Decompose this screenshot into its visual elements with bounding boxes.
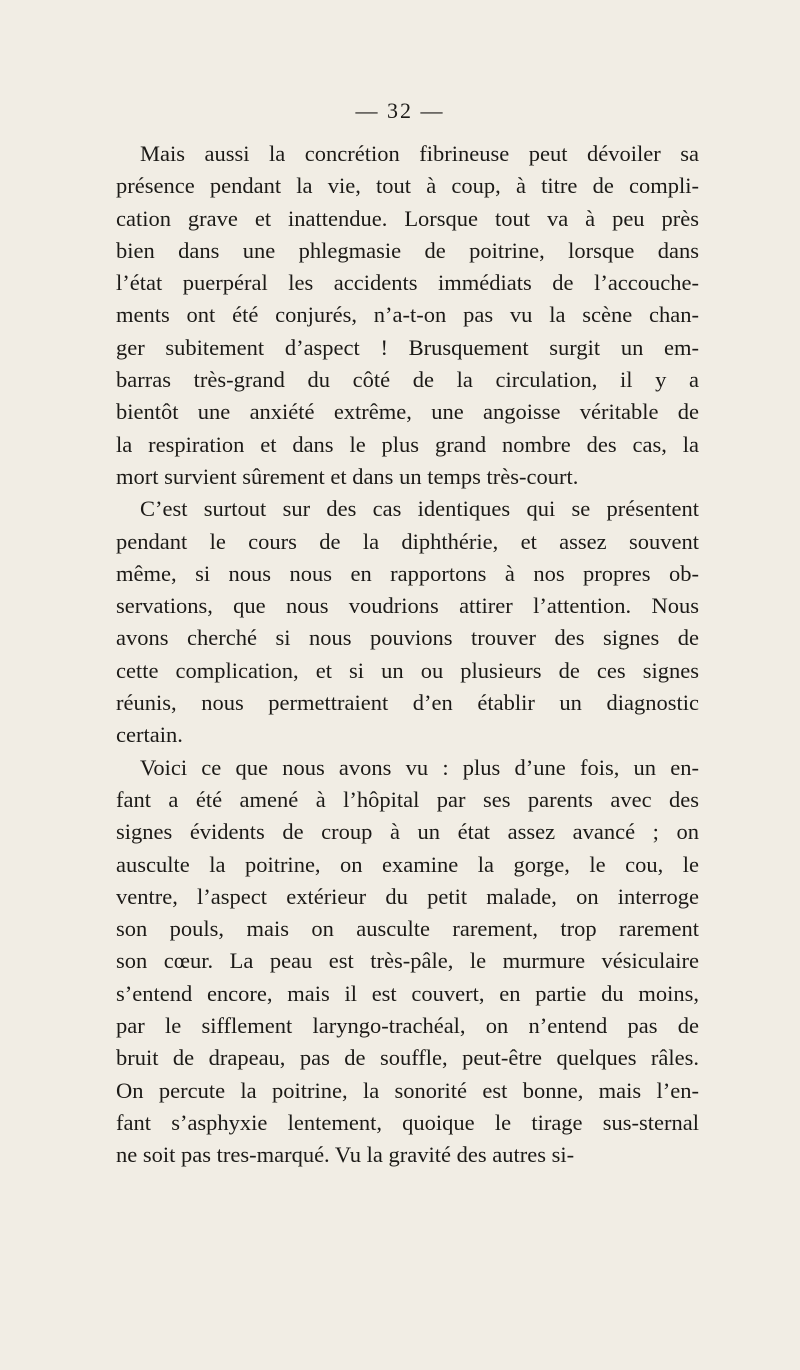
paragraph (116, 493, 699, 751)
text-line: bien dans une phlegmasie de poitrine, lorsque dans (116, 237, 699, 263)
text-line: son pouls, mais on ausculte rarement, trop rarement (116, 916, 699, 942)
text-line: avons cherché si nous pouvions trouver des signes de (116, 625, 699, 651)
text-line: la respiration et dans le plus grand nombre des cas, la (116, 431, 699, 457)
text-line: par le sifflement laryngo-trachéal, on n’entend pas de (116, 1013, 699, 1039)
text-line: signes évidents de croup à un état assez avancé ; on (116, 819, 699, 845)
text-line: bruit de drapeau, pas de souffle, peut-être quelques râles. (116, 1045, 699, 1071)
text-line: pendant le cours de la diphthérie, et assez souvent (116, 528, 699, 554)
text-line: barras très-grand du côté de la circulation, il y a (116, 367, 699, 393)
text-line: servations, que nous voudrions attirer l’attention. Nous (116, 593, 699, 619)
text-line: présence pendant la vie, tout à coup, à titre de compli- (116, 173, 699, 199)
page-number: — 32 — (355, 98, 445, 123)
text-line: Voici ce que nous avons vu : plus d’une fois, un en- (140, 754, 699, 780)
text-line: ne soit pas tres-marqué. Vu la gravité des autres si- (116, 1142, 575, 1168)
text-line: fant a été amené à l’hôpital par ses parents avec des (116, 786, 699, 812)
text-line: même, si nous nous en rapportons à nos propres ob- (116, 560, 699, 586)
text-line: ger subitement d’aspect ! Brusquement surgit un em- (116, 334, 699, 360)
text-line: C’est surtout sur des cas identiques qui se présentent (140, 496, 699, 522)
text-line: certain. (116, 722, 183, 748)
text-line: fant s’asphyxie lentement, quoique le tirage sus-sternal (116, 1109, 699, 1135)
text-line: On percute la poitrine, la sonorité est bonne, mais l’en- (116, 1077, 699, 1103)
text-line: réunis, nous permettraient d’en établir un diagnostic (116, 690, 699, 716)
text-line: mort survient sûrement et dans un temps très-court. (116, 463, 579, 489)
text-line: s’entend encore, mais il est couvert, en partie du moins, (116, 980, 699, 1006)
text-line: bientôt une anxiété extrême, une angoisse véritable de (116, 399, 699, 425)
paragraph (116, 138, 699, 493)
body-text (116, 138, 699, 1172)
text-line: cette complication, et si un ou plusieurs de ces signes (116, 657, 699, 683)
text-line: ausculte la poitrine, on examine la gorge, le cou, le (116, 851, 699, 877)
text-line: Mais aussi la concrétion fibrineuse peut dévoiler sa (140, 141, 699, 166)
paragraph (116, 752, 699, 1172)
text-line: cation grave et inattendue. Lorsque tout va à peu près (116, 205, 699, 231)
text-line: ments ont été conjurés, n’a-t-on pas vu la scène chan- (116, 302, 699, 328)
text-line: l’état puerpéral les accidents immédiats de l’accouche- (116, 270, 699, 296)
text-line: son cœur. La peau est très-pâle, le murmure vésiculaire (116, 948, 699, 974)
text-line: ventre, l’aspect extérieur du petit malade, on interroge (116, 883, 699, 909)
